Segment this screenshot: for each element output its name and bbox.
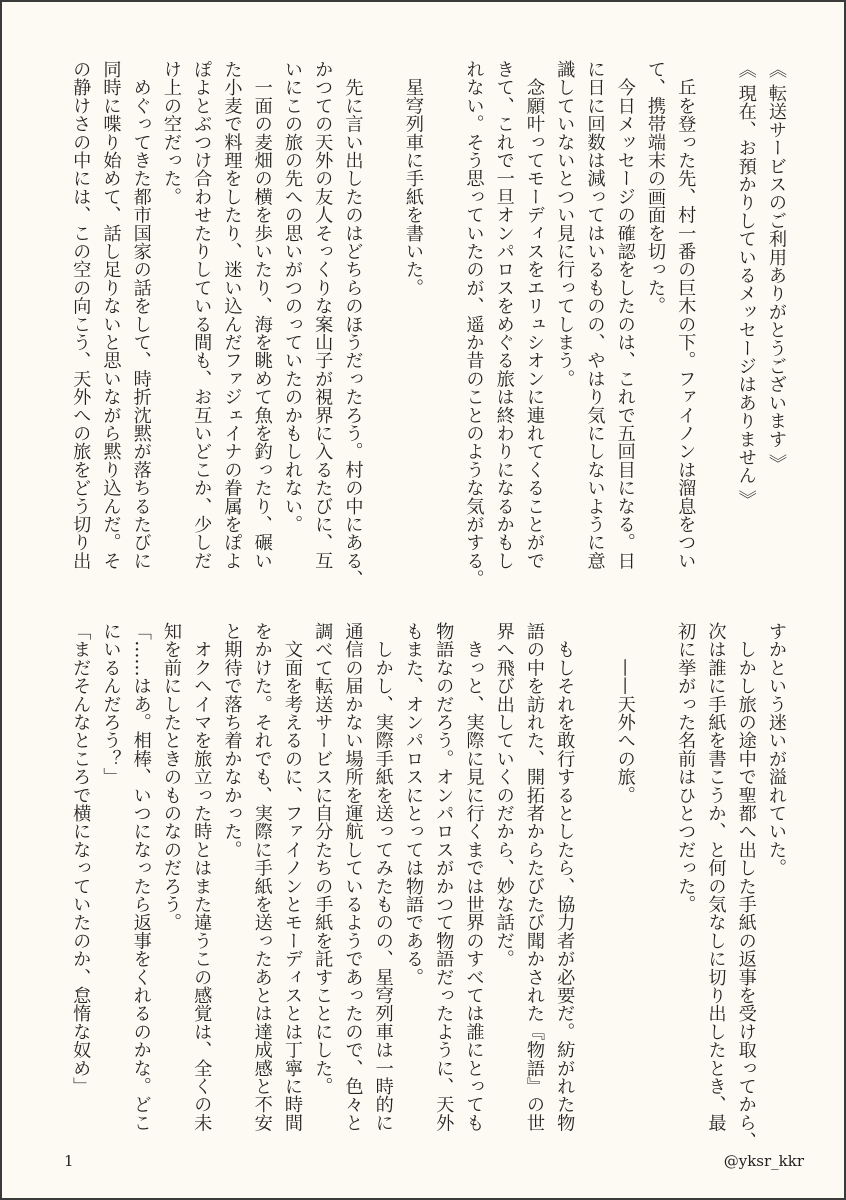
text-column: もまた、オンパロスにとっては物語である。 xyxy=(403,622,424,986)
page-number: 1 xyxy=(64,1152,74,1170)
text-column: いにこの旅の先への思いがつのっていたのかもしれない。 xyxy=(282,60,303,534)
text-column: 今日メッセージの確認をしたのは、これで五回目になる。日 xyxy=(614,60,636,570)
text-column: 界へ飛び出していくのだから、妙な話だ。 xyxy=(493,622,515,968)
text-column: 通信の届かない場所を運航しているようであったので、色々と xyxy=(342,622,364,1132)
text-column: すかという迷いが溢れていた。 xyxy=(766,622,787,877)
upper-text-block xyxy=(65,60,791,588)
text-column: にいるんだろう？」 xyxy=(100,622,122,786)
text-column: ぽよとぶつけ合わせたりしている間も、お互いどこか、少しだ xyxy=(191,60,213,570)
author-credit: @yksr_kkr xyxy=(723,1152,804,1170)
text-column: 「……はあ。相棒、いつになったら返事をくれるのかな。どこ xyxy=(130,622,152,1132)
text-column: 語の中を訪れた、開拓者からたびたび聞かされた『物語』の世 xyxy=(524,622,545,1132)
text-column xyxy=(428,60,458,580)
text-column: た小麦で料理をしたり、迷い込んだファジェイナの眷属をぽよ xyxy=(221,60,243,570)
text-column: 一面の麦畑の横を歩いたり、海を眺めて魚を釣ったり、碾い xyxy=(251,60,273,570)
text-column: 同時に喋り始めて、話し足りないと思いながら黙り込んだ。そ xyxy=(100,60,122,570)
text-column xyxy=(700,60,730,580)
text-column: 次は誰に手紙を書こうか、と何の気なしに切り出したとき、最 xyxy=(705,622,727,1132)
text-column: きて、これで一旦オンパロスをめぐる旅は終わりになるかもし xyxy=(493,60,515,570)
text-column: れない。そう思っていたのが、遥か昔のことのような気がする。 xyxy=(463,60,485,588)
text-column: ——天外への旅。 xyxy=(614,622,636,804)
lower-text-block xyxy=(65,622,791,1150)
text-column xyxy=(368,60,398,580)
text-column: 念願叶ってモーディスをエリュシオンに連れてくることがで xyxy=(524,60,545,570)
text-column: 《 転送サービスのご利用ありがとうございます 》 xyxy=(766,60,787,472)
text-column: 初に挙がった名前はひとつだった。 xyxy=(675,622,697,914)
text-column: しかし、実際手紙を送ってみたものの、星穹列車は一時的に xyxy=(372,622,394,1132)
text-column: をかけた。それでも、実際に手紙を送ったあとは達成感と不安 xyxy=(251,622,273,1132)
text-column xyxy=(640,622,670,1142)
text-column: と期待で落ち着かなかった。 xyxy=(221,622,243,859)
text-column: 知を前にしたときのものなのだろう。 xyxy=(161,622,182,932)
text-column xyxy=(579,622,609,1142)
text-column: 丘を登った先、村一番の巨木の下。ファイノンは溜息をつい xyxy=(675,60,697,570)
text-column: もしそれを敢行するとしたら、協力者が必要だ。紡がれた物 xyxy=(554,622,576,1132)
text-column: 《 現在、お預かりしているメッセージはありません 》 xyxy=(735,60,757,509)
text-column: かつての天外の友人そっくりな案山子が視界に入るたびに、互 xyxy=(312,60,334,570)
text-column: て、携帯端末の画面を切った。 xyxy=(645,60,666,315)
text-column: オクヘイマを旅立った時とはまた違うこの感覚は、全くの未 xyxy=(191,622,213,1132)
text-column: 識していないとつい見に行ってしまう。 xyxy=(554,60,576,388)
text-column: めぐってきた都市国家の話をして、時折沈黙が落ちるたびに xyxy=(130,60,152,570)
text-column: きっと、実際に見に行くまでは世界のすべては誰にとっても xyxy=(463,622,485,1132)
text-column: 「まだそんなところで横になっていたのか、怠惰な奴め」 xyxy=(70,622,92,1096)
text-column: け上の空だった。 xyxy=(161,60,182,206)
text-column: 物語なのだろう。オンパロスがかつて物語だったように、天外 xyxy=(433,622,455,1132)
text-column: 調べて転送サービスに自分たちの手紙を託すことにした。 xyxy=(312,622,334,1096)
text-column: 星穹列車に手紙を書いた。 xyxy=(403,60,424,297)
text-column: の静けさの中には、この空の向こう、天外への旅をどう切り出 xyxy=(70,60,92,570)
text-column: 文面を考えるのに、ファイノンとモーディスとは丁寧に時間 xyxy=(282,622,303,1132)
text-column: しかし旅の途中で聖都へ出した手紙の返事を受け取ってから、 xyxy=(735,622,757,1150)
text-column: 先に言い出したのはどちらのほうだったろう。村の中にある、 xyxy=(342,60,364,588)
text-column: に日に回数は減ってはいるものの、やはり気にしないように意 xyxy=(584,60,606,570)
